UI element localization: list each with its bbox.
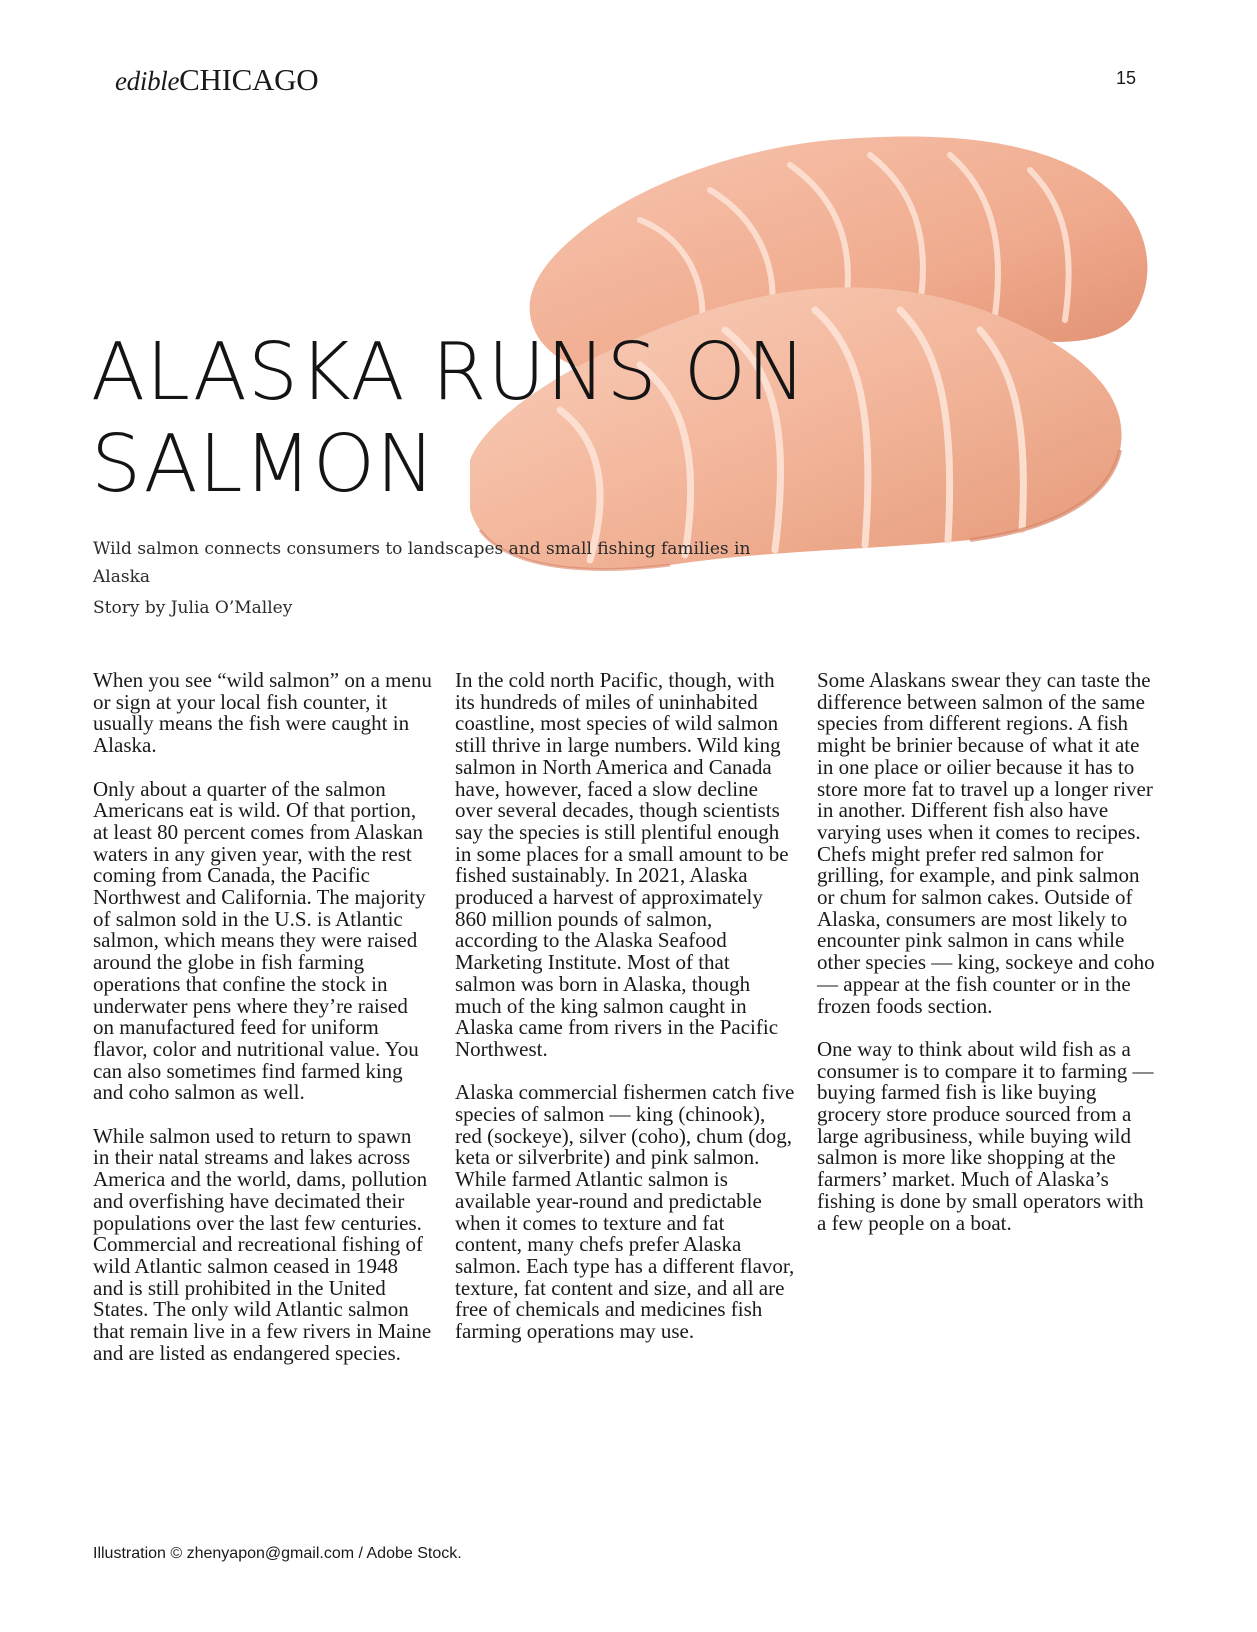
paragraph: One way to think about wild fish as a consumer is to compare it to farming — buying farmed fish is like buying grocery store produce sourced from a large agribusiness, while buying wild salmon is more like shopping at the farmers’ market. Much of Alaska’s fishing is done by small operators with a few people on a boat. — [817, 1036, 1154, 1235]
body-column-2 — [455, 670, 795, 1364]
paragraph: In the cold north Pacific, though, with its hundreds of miles of uninhabited coastline, most species of wild salmon still thrive in large numbers. Wild king salmon in North America and Canada have, however, faced a slow decline over several decades, though scientists say the species is still plentiful enough in some places for a small amount to be fished sustainably. In 2021, Alaska produced a harvest of approximately 860 million pounds of salmon, according to the Alaska Seafood Marketing Institute. Most of that salmon was born in Alaska, though much of the king salmon caught in Alaska came from rivers in the Pacific Northwest. — [455, 668, 789, 1061]
paragraph: Alaska commercial fishermen catch five species of salmon — king (chinook), red (sockeye), silver (coho), chum (dog, keta or silverbrite) and pink salmon. While farmed Atlantic salmon is available year-round and predictable when it comes to texture and fat content, many chefs prefer Alaska salmon. Each type has a different flavor, texture, fat content and size, and all are free of chemicals and medicines fish farming operations may use. — [455, 1080, 795, 1344]
paragraph: While salmon used to return to spawn in their natal streams and lakes across America and the world, dams, pollution and overfishing have decimated their populations over the last few centuries. Commercial and recreational fishing of wild Atlantic salmon ceased in 1948 and is still prohibited in the United States. The only wild Atlantic salmon that remain live in a few rivers in Maine and are listed as endangered species. — [93, 1123, 432, 1365]
page-number: 15 — [1116, 68, 1137, 88]
masthead-edible: edible — [115, 66, 180, 96]
article-byline: Story by Julia O’Malley — [93, 598, 293, 618]
body-column-1 — [93, 670, 433, 1386]
illustration-credit: Illustration © zhenyapon@gmail.com / Adobe Stock. — [93, 1545, 462, 1562]
paragraph: Only about a quarter of the salmon Americans eat is wild. Of that portion, at least 80 percent comes from Alaskan waters in any given year, with the rest coming from Canada, the Pacific Northwest and California. The majority of salmon sold in the U.S. is Atlantic salmon, which means they were raised around the globe in fish farming operations that confine the stock in underwater pens where they’re raised on manufactured feed for uniform flavor, color and nutritional value. You can also sometimes find farmed king and coho salmon as well. — [93, 776, 426, 1105]
body-column-3 — [817, 670, 1157, 1256]
article-deck: Wild salmon connects consumers to landscapes and small fishing families in Alaska — [93, 539, 751, 587]
masthead-city: CHICAGO — [179, 62, 319, 97]
masthead-logo — [115, 62, 318, 98]
title-line-2: SALMON — [91, 418, 437, 510]
paragraph: Some Alaskans swear they can taste the difference between salmon of the same species from different regions. A fish might be brinier because of what it ate in one place or oilier because it has to store more fat to travel up a longer river in another. Different fish also have varying uses when it comes to recipes. Chefs might prefer red salmon for grilling, for example, and pink salmon or chum for salmon cakes. Outside of Alaska, consumers are most likely to encounter pink salmon in cans while other species — king, sockeye and coho — appear at the fish counter or in the frozen foods section. — [817, 668, 1155, 1018]
title-line-1: ALASKA RUNS ON — [91, 326, 807, 418]
article-title — [91, 326, 991, 510]
paragraph: When you see “wild salmon” on a menu or sign at your local fish counter, it usually means the fish were caught in Alaska. — [93, 668, 432, 758]
